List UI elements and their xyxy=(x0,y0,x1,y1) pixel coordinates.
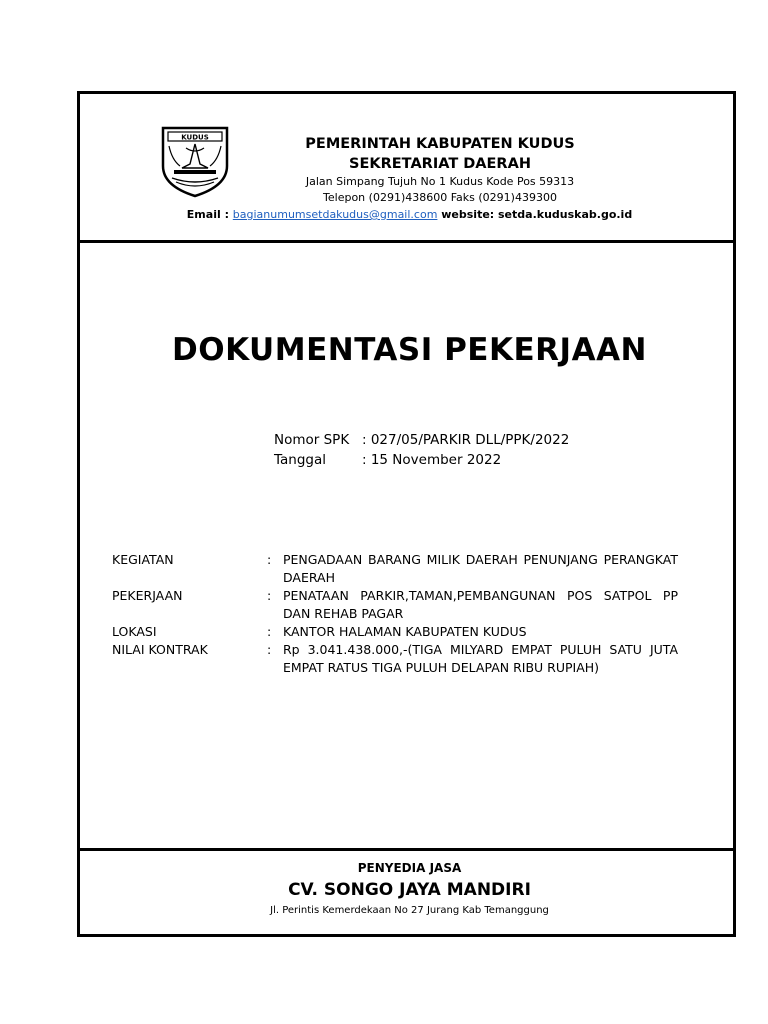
org-address: Jalan Simpang Tujuh No 1 Kudus Kode Pos 59313 xyxy=(305,175,575,188)
provider-company: CV. SONGO JAYA MANDIRI xyxy=(288,880,531,900)
contact-line xyxy=(80,208,739,221)
info-label: NILAI KONTRAK xyxy=(112,642,208,657)
date-label: Tanggal xyxy=(274,452,327,468)
info-row-nilai-kontrak xyxy=(112,641,678,677)
provider-block xyxy=(80,860,739,918)
info-colon: : xyxy=(267,624,272,639)
document-title: DOKUMENTASI PEKERJAAN xyxy=(171,332,647,368)
info-colon: : xyxy=(267,642,272,657)
email-link[interactable]: bagianumumsetdakudus@gmail.com xyxy=(232,208,438,221)
header-block xyxy=(180,134,700,206)
info-label: KEGIATAN xyxy=(112,552,174,567)
info-value: PENATAAN PARKIR,TAMAN,PEMBANGUNAN POS SATPOL PP DAN REHAB PAGAR xyxy=(283,588,678,621)
logo-text: KUDUS xyxy=(181,133,209,142)
spk-label: Nomor SPK xyxy=(274,432,350,448)
spk-value: : 027/05/PARKIR DLL/PPK/2022 xyxy=(362,432,570,448)
org-unit: SEKRETARIAT DAERAH xyxy=(349,156,531,172)
date-value: : 15 November 2022 xyxy=(362,452,502,468)
header-divider xyxy=(80,240,733,243)
info-table xyxy=(112,551,678,677)
provider-address: Jl. Perintis Kemerdekaan No 27 Jurang Kab Temanggung xyxy=(270,905,549,916)
info-row-lokasi xyxy=(112,623,678,641)
info-colon: : xyxy=(267,588,272,603)
info-label: LOKASI xyxy=(112,624,157,639)
footer-divider xyxy=(80,848,733,851)
info-label: PEKERJAAN xyxy=(112,588,183,603)
info-value: Rp 3.041.438.000,-(TIGA MILYARD EMPAT PULUH SATU JUTA EMPAT RATUS TIGA PULUH DELAPAN RIBU RUPIAH) xyxy=(283,642,678,675)
info-colon: : xyxy=(267,552,272,567)
info-row-kegiatan xyxy=(112,551,678,587)
org-name: PEMERINTAH KABUPATEN KUDUS xyxy=(305,136,575,152)
info-row-pekerjaan xyxy=(112,587,678,623)
info-value: PENGADAAN BARANG MILIK DAERAH PENUNJANG PERANGKAT DAERAH xyxy=(283,552,678,585)
provider-label: PENYEDIA JASA xyxy=(357,861,462,875)
spk-meta xyxy=(274,430,569,470)
org-phone: Telepon (0291)438600 Faks (0291)439300 xyxy=(323,191,557,204)
document-frame xyxy=(77,91,736,937)
email-label: Email : xyxy=(186,208,233,221)
website-text: website: setda.kuduskab.go.id xyxy=(437,208,633,221)
info-value: KANTOR HALAMAN KABUPATEN KUDUS xyxy=(283,624,527,639)
